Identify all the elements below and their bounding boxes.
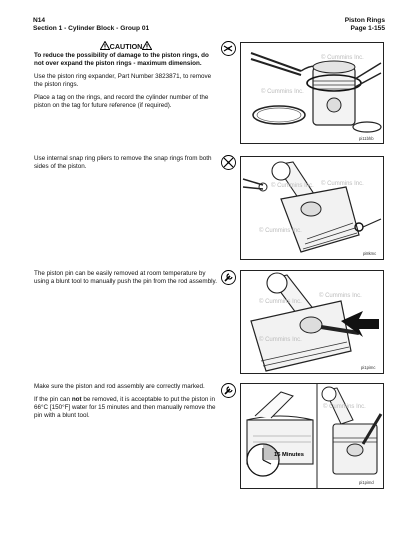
watermark: © Cummins Inc. <box>259 337 302 343</box>
watermark: © Cummins Inc. <box>319 293 362 299</box>
watermark: © Cummins Inc. <box>323 404 366 410</box>
watermark: © Cummins Inc. <box>261 89 304 95</box>
step-2-para-1: Use internal snap ring pliers to remove the snap rings from both sides of the piston. <box>34 155 212 170</box>
watermark: © Cummins Inc. <box>259 228 302 234</box>
watermark: © Cummins Inc. <box>321 181 364 187</box>
ring-expander-tool-icon <box>221 41 236 56</box>
timer-label: 15 Minutes <box>274 452 304 458</box>
step-1-text <box>34 41 218 115</box>
figure-code: pi1pimd <box>359 480 374 485</box>
snap-ring-pliers-tool-icon <box>221 155 236 170</box>
wrench-tool-icon <box>221 383 236 398</box>
warning-triangle-icon <box>142 41 152 50</box>
figure-4-hot-water-timer <box>240 383 384 489</box>
step-4-text <box>34 383 218 425</box>
figure-code: pi11bhb <box>359 136 374 141</box>
step-4-para-2-prefix: If the pin can <box>34 396 72 403</box>
figure-1-piston-ring-removal <box>240 42 384 144</box>
watermark: © Cummins Inc. <box>271 183 314 189</box>
engine-model: N14 <box>33 17 46 24</box>
header-right <box>345 17 385 33</box>
header-left <box>33 17 149 33</box>
step-3-para-1: The piston pin can be easily removed at room temperature by using a blunt tool to manually push the pin from the rod assembly. <box>34 270 217 285</box>
figure-2-snap-ring-removal <box>240 156 384 260</box>
caution-heading <box>34 41 218 51</box>
step-4-para-2-suffix: be removed, it is acceptable to put the piston in 66°C [150°F] water for 15 minutes and then manually remove the pin with a blunt tool. <box>34 396 216 419</box>
caution-label: CAUTION <box>109 42 143 51</box>
step-3-text <box>34 270 218 291</box>
warning-triangle-icon <box>100 41 110 50</box>
figure-code: pi1pimc <box>361 365 376 370</box>
watermark: © Cummins Inc. <box>259 299 302 305</box>
step-4-para-2-bold: not <box>71 396 82 403</box>
section-title: Section 1 - Cylinder Block - Group 01 <box>33 25 150 32</box>
wrench-tool-icon <box>221 270 236 285</box>
caution-text: To reduce the possibility of damage to the piston rings, do not over expand the piston rings - maximum dimension. <box>34 52 209 67</box>
watermark: © Cummins Inc. <box>321 55 364 61</box>
page-number: Page 1-155 <box>350 25 385 32</box>
topic-title: Piston Rings <box>344 17 385 24</box>
step-4-para-2 <box>34 396 218 420</box>
step-4-para-1: Make sure the piston and rod assembly are correctly marked. <box>34 383 205 390</box>
step-1-para-1: Use the piston ring expander, Part Number 3823871, to remove the piston rings. <box>34 73 212 88</box>
step-1-para-2: Place a tag on the rings, and record the cylinder number of the piston on the tag for future reference (if required). <box>34 94 209 109</box>
step-2-text <box>34 155 218 176</box>
figure-code: pi8kmc <box>363 251 377 256</box>
figure-3-piston-pin-removal <box>240 270 384 374</box>
